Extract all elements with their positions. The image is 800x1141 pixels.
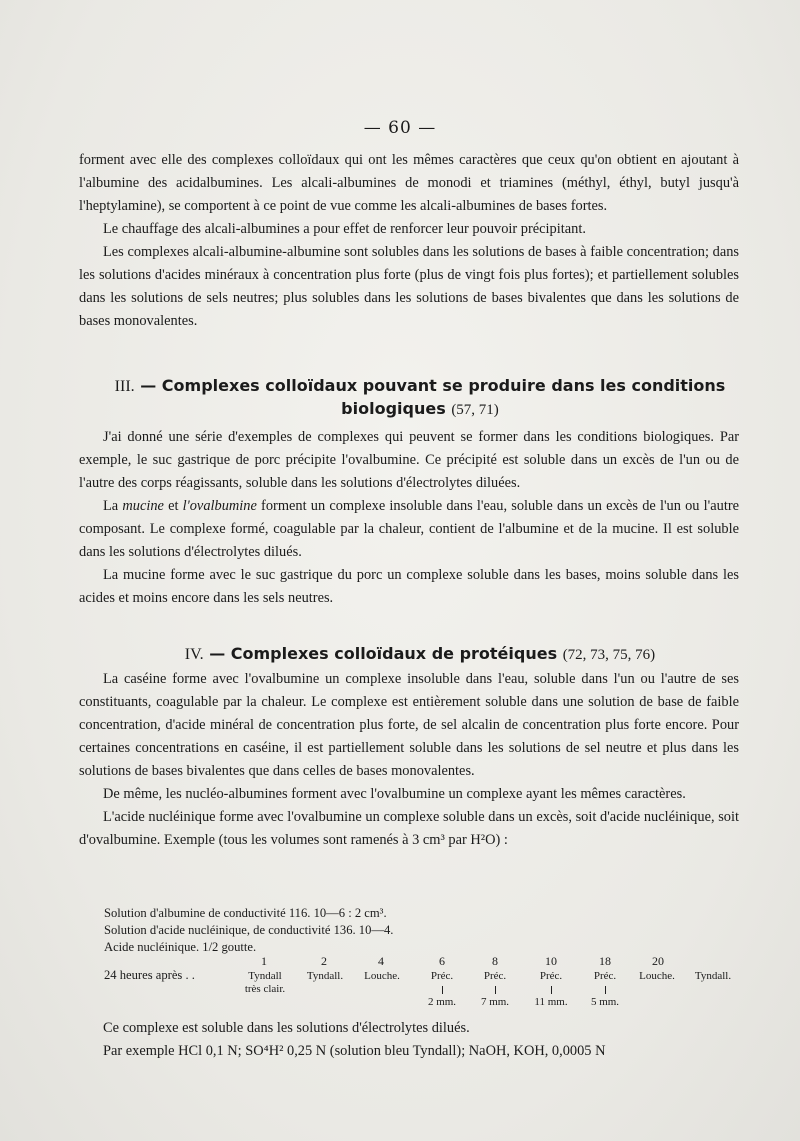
result-cell: Louche. <box>639 970 675 982</box>
experiment-line: Solution d'albumine de conductivité 116. 10—6 : 2 cm³. <box>104 906 387 920</box>
page-number: — 60 — <box>363 118 437 138</box>
sediment-height: 2 mm. <box>427 996 457 1008</box>
result-cell: Préc. <box>539 970 563 982</box>
paragraph: La caséine forme avec l'ovalbumine un complexe insoluble dans l'eau, soluble dans l'un ou l'autre de ses constituants, coagulable par la chaleur. Le complexe est entièrement soluble dans une solution de base de faible concentration, d'acide minéral de concentration plus forte, de sel alcalin de concentration plus forte encore. Pour certaines concentrations en caséine, il est partiellement soluble dans les solutions de sel neutre et plus dans les solutions de bases bivalentes que dans celles de bases monovalentes. <box>79 671 739 779</box>
result-cell: Tyndall. <box>306 970 344 982</box>
tick-mark <box>551 986 552 994</box>
paragraph: Par exemple HCl 0,1 N; SO⁴H² 0,25 N (solution bleu Tyndall); NaOH, KOH, 0,0005 N <box>103 1043 606 1059</box>
section-heading-3 <box>100 375 740 421</box>
text-block-top <box>79 149 739 333</box>
paragraph: La mucine forme avec le suc gastrique du porc un complexe soluble dans les bases, moins soluble dans les acides et moins encore dans les sels neutres. <box>79 567 739 606</box>
section-number: III. <box>114 378 135 395</box>
section-heading-4 <box>100 643 740 666</box>
experiment-line: Acide nucléinique. 1/2 goutte. <box>104 940 257 954</box>
column-number: 2 <box>321 954 327 968</box>
text-block-section-4 <box>79 668 739 852</box>
paragraph: La mucine et l'ovalbumine forment un complexe insoluble dans l'eau, soluble dans un excès de l'un ou l'autre composant. Le complexe formé, coagulable par la chaleur, contient de l'albumine et de la mucine. Il est soluble dans les solutions d'électrolytes dilués. <box>79 498 740 560</box>
paragraph: De même, les nucléo-albumines forment avec l'ovalbumine un complexe ayant les mêmes caractères. <box>103 786 686 802</box>
sediment-height: 7 mm. <box>480 996 510 1008</box>
column-number: 20 <box>652 954 664 968</box>
result-cell: Préc. <box>483 970 507 982</box>
section-title: biologiques <box>341 399 446 418</box>
column-number: 1 <box>261 954 267 968</box>
column-number: 10 <box>545 954 557 968</box>
tick-mark <box>605 986 606 994</box>
column-number: 18 <box>599 954 611 968</box>
result-cell: Louche. <box>364 970 400 982</box>
paragraph: L'acide nucléinique forme avec l'ovalbumine un complexe soluble dans un excès, soit d'acide nucléinique, soit d'ovalbumine. Exemple (tous les volumes sont ramenés à 3 cm³ par H²O) : <box>79 809 739 848</box>
sediment-height: 5 mm. <box>590 996 620 1008</box>
italic-term: l'ovalbumine <box>182 498 257 514</box>
experiment-line: Solution d'acide nucléinique, de conductivité 136. 10—4. <box>104 923 394 937</box>
section-title: — Complexes colloïdaux de protéiques <box>209 644 558 663</box>
paragraph: Ce complexe est soluble dans les solutions d'électrolytes dilués. <box>103 1020 470 1036</box>
result-cell: Préc. <box>593 970 617 982</box>
result-cell: Tyndall très clair. <box>244 970 286 995</box>
experiment-lines <box>104 905 744 956</box>
paragraph: J'ai donné une série d'exemples de complexes qui peuvent se former dans les conditions biologiques. Par exemple, le suc gastrique de porc précipite l'ovalbumine. Ce précipité est soluble dans un excès de l'un ou de l'autre des corps réagissants, soluble dans les solutions d'électrolytes diluées. <box>79 429 739 491</box>
text-block-section-3 <box>79 426 739 610</box>
section-title: — Complexes colloïdaux pouvant se produire dans les conditions <box>140 376 726 395</box>
section-number: IV. <box>184 646 204 663</box>
sediment-height: 11 mm. <box>534 996 568 1008</box>
column-number: 6 <box>439 954 445 968</box>
paragraph: forment avec elle des complexes colloïdaux qui ont les mêmes caractères que ceux qu'on obtient en ajoutant à l'albumine des acidalbumines. Les alcali-albumines de monodi et triamines (méthyl, éthyl, butyl jusqu'à l'heptylamine), se comportent à ce point de vue comme les alcali-albumines de bases fortes. <box>79 152 739 214</box>
column-number: 4 <box>378 954 384 968</box>
italic-term: mucine <box>122 498 164 514</box>
column-number: 8 <box>492 954 498 968</box>
row-label: 24 heures après . . <box>104 968 195 982</box>
text-block-bottom <box>79 1017 739 1063</box>
tick-mark <box>442 986 443 994</box>
tick-mark <box>495 986 496 994</box>
experiment-table <box>104 954 744 1018</box>
result-cell: Préc. <box>430 970 454 982</box>
paragraph: Le chauffage des alcali-albumines a pour effet de renforcer leur pouvoir précipitant. <box>103 221 586 237</box>
section-refs: (72, 73, 75, 76) <box>562 647 656 663</box>
paragraph: Les complexes alcali-albumine-albumine sont solubles dans les solutions de bases à faible concentration; dans les solutions d'acides minéraux à concentration plus forte (plus de vingt fois plus fortes); et partiellement solubles dans les solutions de sels neutres; plus solubles dans les solutions de bases bivalentes que dans les solutions de bases monovalentes. <box>79 244 739 329</box>
result-cell: Tyndall. <box>694 970 732 982</box>
section-refs: (57, 71) <box>451 402 499 418</box>
